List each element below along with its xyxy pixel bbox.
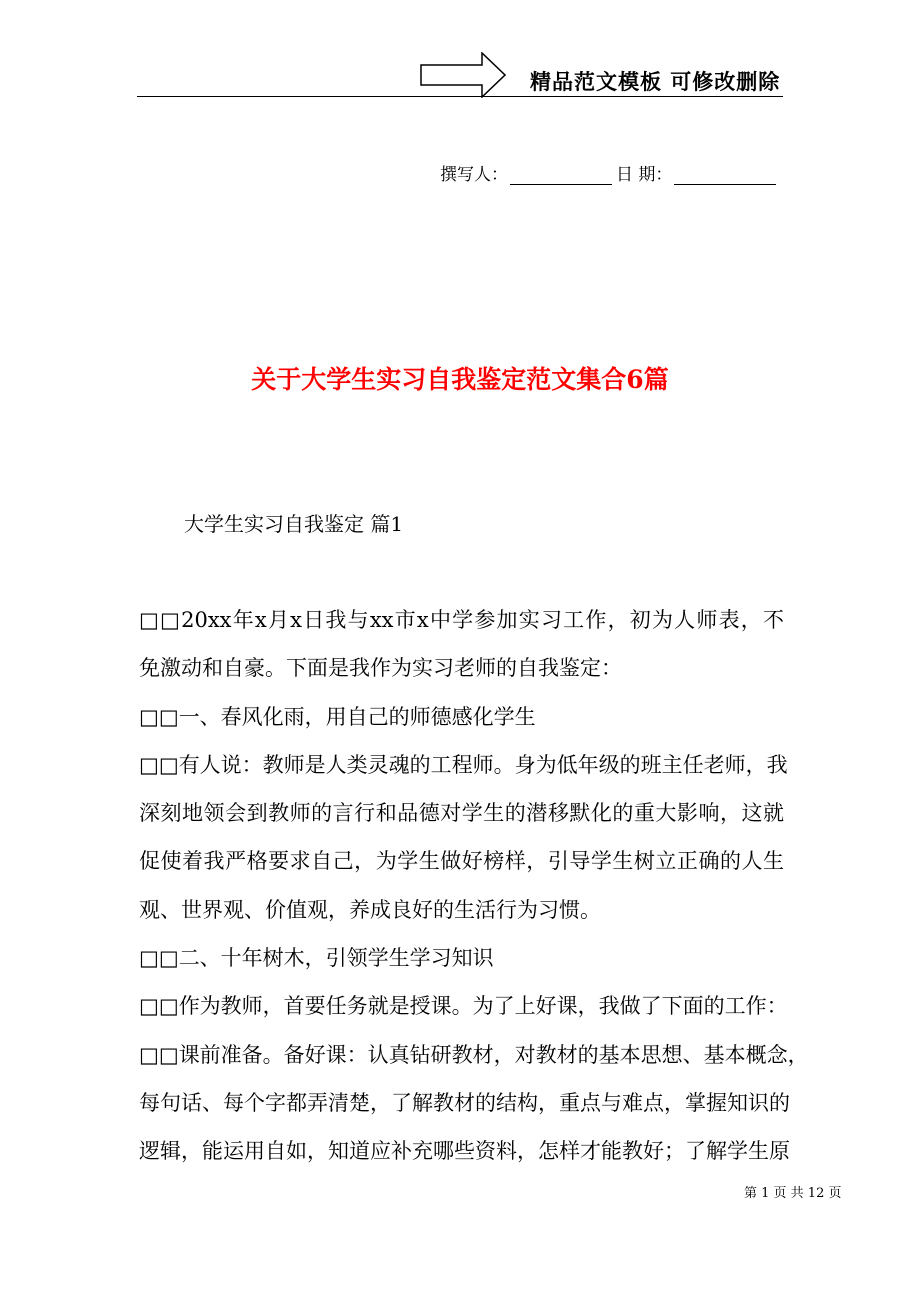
body-line: 深刻地领会到教师的言行和品德对学生的潜移默化的重大影响，这就 [139,801,784,826]
body-line: □□一、春风化雨，用自己的师德感化学生 [139,704,536,729]
date-blank [674,166,776,185]
body-line: 免激动和自豪。下面是我作为实习老师的自我鉴定： [139,656,622,681]
body-text [139,596,809,1176]
document-title: 关于大学生实习自我鉴定范文集合6篇 [251,365,669,394]
body-line: □□有人说：教师是人类灵魂的工程师。身为低年级的班主任老师，我 [139,752,788,777]
author-blank [510,166,612,185]
body-line: 逻辑，能运用自如，知道应补充哪些资料，怎样才能教好；了解学生原 [139,1139,790,1164]
header-banner-text: 精品范文模板 可修改删除 [530,69,781,94]
body-line: □□二、十年树木，引领学生学习知识 [139,946,494,971]
author-date-line [440,160,780,185]
body-line: □□20xx年x月x日我与xx市x中学参加实习工作，初为人师表，不 [139,608,784,632]
header-divider [137,96,783,97]
body-line: 观、世界观、价值观，养成良好的生活行为习惯。 [139,897,601,922]
body-line: 促使着我严格要求自己，为学生做好榜样，引导学生树立正确的人生 [139,849,784,874]
page-footer: 第 1 页 共 12 页 [744,1186,842,1201]
date-label: 日 期： [616,165,673,185]
body-line: □□课前准备。备好课：认真钻研教材，对教材的基本思想、基本概念， [139,1042,809,1067]
author-label: 撰写人： [440,165,508,185]
body-line: 每句话、每个字都弄清楚，了解教材的结构，重点与难点，掌握知识的 [139,1090,790,1115]
arrow-icon [420,52,506,98]
body-line: □□作为教师，首要任务就是授课。为了上好课，我做了下面的工作： [139,994,788,1019]
section-heading: 大学生实习自我鉴定 篇1 [184,512,404,536]
